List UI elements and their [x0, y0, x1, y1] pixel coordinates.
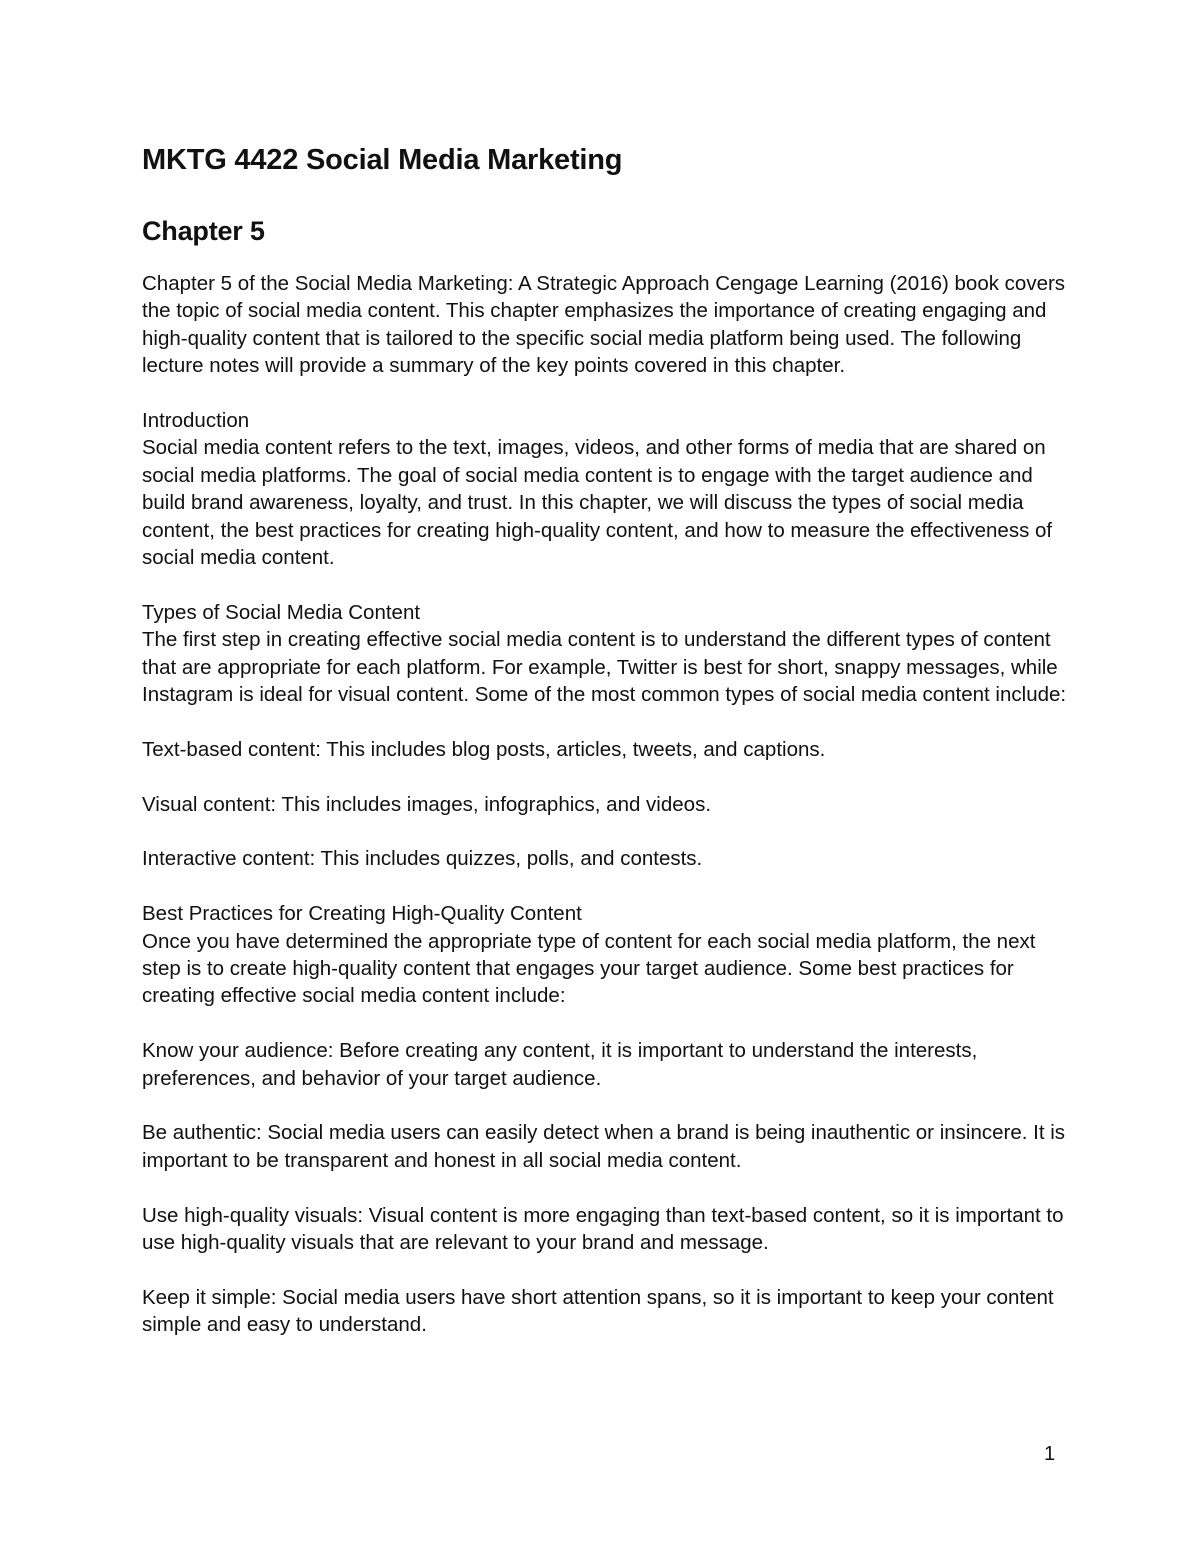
page-number: 1: [1044, 1443, 1056, 1465]
list-item: Use high-quality visuals: Visual content is more engaging than text-based content, so it is important to use high-quality visuals that are relevant to your brand and message.: [142, 1203, 1064, 1255]
list-item: Know your audience: Before creating any content, it is important to understand the interests, preferences, and behavior of your target audience.: [142, 1039, 978, 1090]
best-practices-text: Once you have determined the appropriate type of content for each social media platform, the next step is to create high-quality content that engages your target audience. Some best practices for creating effective social media content include:: [142, 929, 1036, 1008]
list-item: Visual content: This includes images, infographics, and videos.: [142, 792, 712, 816]
list-item: Keep it simple: Social media users have short attention spans, so it is important to keep your content simple and easy to understand.: [142, 1285, 1054, 1337]
intro-paragraph: Chapter 5 of the Social Media Marketing: A Strategic Approach Cengage Learning (2016) book covers the topic of social media content. This chapter emphasizes the importance of creating engaging and high-quality content that is tailored to the specific social media platform being used. The following lecture notes will provide a summary of the key points covered in this chapter.: [142, 272, 1066, 378]
page-content: [142, 136, 1072, 1366]
introduction-heading: Introduction: [142, 409, 250, 433]
introduction-section: [142, 407, 1072, 571]
best-practices-heading: Best Practices for Creating High-Quality Content: [142, 902, 582, 926]
list-item: Be authentic: Social media users can easily detect when a brand is being inauthentic or insincere. It is important to be transparent and honest in all social media content.: [142, 1121, 1066, 1172]
introduction-text: Social media content refers to the text, images, videos, and other forms of media that are shared on social media platforms. The goal of social media content is to engage with the target audience and build brand awareness, loyalty, and trust. In this chapter, we will discuss the types of social media content, the best practices for creating high-quality content, and how to measure the effectiveness of social media content.: [142, 436, 1053, 570]
chapter-heading: Chapter 5: [142, 216, 265, 246]
types-text: The first step in creating effective social media content is to understand the different types of content that are appropriate for each platform. For example, Twitter is best for short, snappy messages, while Instagram is ideal for visual content. Some of the most common types of social media content include:: [142, 628, 1067, 707]
list-item: Text-based content: This includes blog posts, articles, tweets, and captions.: [142, 737, 826, 761]
best-practices-section: [142, 900, 1072, 1010]
list-item: Interactive content: This includes quizzes, polls, and contests.: [142, 847, 703, 871]
document-title: MKTG 4422 Social Media Marketing: [142, 144, 623, 176]
types-section: [142, 599, 1072, 709]
types-heading: Types of Social Media Content: [142, 600, 421, 624]
